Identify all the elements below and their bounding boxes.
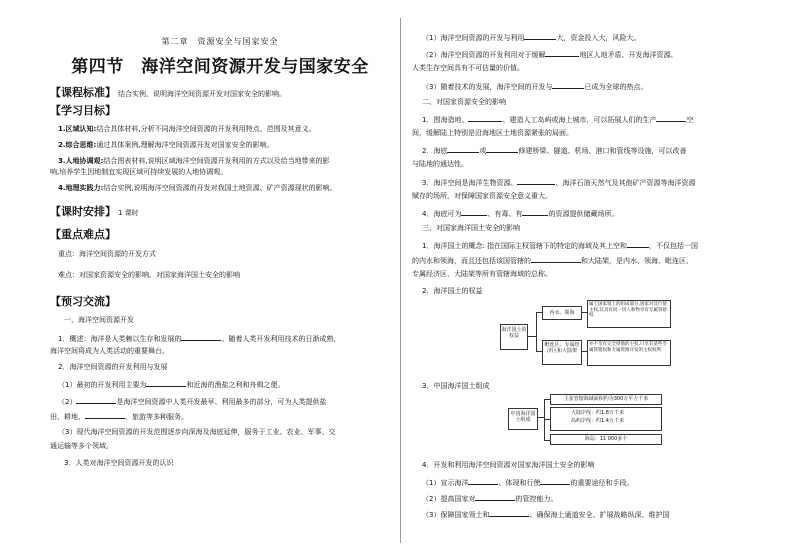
- right-line-3: 人类生存空间具有不可估量的价值。: [412, 64, 524, 72]
- right-line-11: 赋存的场所，对保障国家资源安全意义重大。: [412, 192, 552, 200]
- chapter-heading: 第二章 资源安全与国家安全: [161, 37, 279, 46]
- right-line-12: 4．海底可为 、有毒、有 的资源提供储藏场所。: [422, 210, 619, 218]
- preview-line-10: 3．人类对海洋空间资源开发的认识: [64, 459, 174, 467]
- preview-heading: 【预习交流】: [50, 295, 116, 308]
- right-line-17: 2．海洋国土的权益: [422, 287, 483, 295]
- right-line-19: 4．开发和利用海洋空间资源对国家海洋国土安全的影响: [422, 461, 595, 469]
- right-line-10: 3．海洋空间是海洋生物资源、 、海洋石油天然气及其他矿产资源等海洋资源: [422, 179, 696, 187]
- right-line-14: 1．海洋国土的概念: 指在国际主权管辖下的特定的海域及其上空和 ，不仅包括一国: [422, 242, 699, 250]
- china-diagram: [508, 394, 708, 446]
- rights-diagram: [500, 300, 700, 370]
- preview-line-5: （1）最初的开发利用主要为 和近海的渔盐之利和舟楫之便。: [58, 381, 285, 389]
- key-heading: 【重点难点】: [50, 228, 116, 241]
- preview-line-7: 田、耕地、 、旅游等多种服务。: [50, 413, 188, 421]
- china-item-1: 主张管辖海域面积约为300万平方千米: [550, 394, 662, 405]
- rights-root: 海洋国土的权益: [500, 324, 528, 350]
- difficult-point: 难点：对国家资源安全的影响、对国家海洋国土安全的影响: [58, 271, 240, 279]
- right-line-18: 3．中国海洋国土组成: [422, 382, 490, 390]
- goal-4: 4.地理实践力:结合实例,说明海洋空间资源的开发对我国土地资源、矿产资源现状的影响。: [58, 184, 337, 192]
- section-title: 第四节 海洋空间资源开发与国家安全: [71, 57, 369, 77]
- right-line-16: 专属经济区、大陆架等所有管辖海域的总称。: [412, 270, 552, 278]
- right-line-5: 二、对国家资源安全的影响: [422, 98, 506, 106]
- standard-text: 结合实例，说明海洋空间资源开发对国家安全的影响。: [118, 90, 286, 98]
- right-line-6: 1．围海造地、 、建造人工岛屿或海上城市，可以拓展人们的生产 空: [422, 116, 694, 124]
- preview-line-9: 通运输等多个领域。: [50, 442, 113, 450]
- goal-2: 2.综合思维:通过具体案例,理解海洋空间资源开发对国家安全的影响。: [58, 141, 274, 149]
- goal-1: 1.区域认知:结合具体材料,分析不同海洋空间资源的开发利用特点、范围及其意义。: [58, 125, 316, 133]
- schedule-heading: 【课时安排】 1 课时: [50, 205, 139, 218]
- china-root: 中国海洋国土组成: [508, 408, 538, 430]
- rights-node-1-desc: 属于国家领土的组成部分,国家对其行使主权,其具有同一切人和物享有专属管辖权: [587, 300, 671, 328]
- preview-line-1: 一、海洋空间资源开发: [64, 316, 134, 324]
- right-line-13: 三、对国家海洋国土安全的影响: [422, 224, 520, 232]
- rights-node-2-desc: 并不享有完全排他的主权,只享有某些专属管辖权和专属资源开发的主权权利: [587, 340, 671, 366]
- rights-node-1: 内水、领海: [542, 306, 582, 320]
- right-line-9: 与陆地的通达性。: [412, 160, 468, 168]
- right-line-1: （1）海洋空间资源的开发与利用 大，资金投入大，风险大。: [422, 34, 641, 42]
- preview-line-2: 1．概述：海洋是人类赖以生存和发展的 。随着人类开发利用技术的日渐成熟，: [58, 335, 341, 343]
- rights-node-2: 毗连区、专属经济区和大陆架: [542, 340, 582, 365]
- goals-heading: 【学习目标】: [50, 104, 116, 117]
- right-line-2: （2）海洋空间资源的开发利用对于缓解 地区人地矛盾、开发海洋资源、: [422, 51, 678, 59]
- right-line-21: （2）提高国家对 的管控能力。: [422, 495, 558, 503]
- preview-line-4: 2．海洋空间资源的开发利用与发展: [58, 363, 168, 371]
- right-line-22: （3）保障国家领土和 、确保海上通道安全、扩展战略纵深、维护国: [422, 511, 670, 519]
- china-item-4: 海岛：11 000多个: [550, 434, 662, 445]
- standard-heading: 【课程标准】 结合实例，说明海洋空间资源开发对国家安全的影响。: [50, 86, 286, 99]
- schedule-text: 1 课时: [118, 209, 139, 217]
- preview-line-8: （3）现代海洋空间资源的开发范围逐步向深海及海底延伸，服务于工业、农业、军事、交: [58, 428, 336, 436]
- goal-3-cont: 响,培养学生因地制宜实现区域可持续发展的人地协调观。: [50, 168, 228, 176]
- right-line-15: 的内水和领海，而且还包括该国管辖的 和大陆架，是内水、领海、毗连区、: [412, 257, 693, 265]
- right-line-8: 2．海底 或 修建桥梁、隧道、机场、港口和管线等设施，可以改善: [422, 147, 687, 155]
- preview-line-3: 海洋空间将成为人类活动的重要舞台。: [50, 347, 169, 355]
- right-line-7: 间，缓解陆上特别是沿海地区土地资源紧张的局面。: [412, 129, 573, 137]
- china-item-2: 大陆岸线：约1.8万千米: [571, 410, 624, 416]
- china-item-3: 岛屿岸线：约1.4万千米: [571, 418, 624, 424]
- column-divider: [400, 18, 401, 543]
- key-point: 重点：海洋空间资源的开发方式: [58, 250, 156, 258]
- right-line-20: （1）宣示海洋 、体现和行使 的重要途径和手段。: [422, 479, 634, 487]
- goal-3: 3.人地协调观:结合图表材料,说明区域海洋空间资源开发利用的方式以及给当地带来的影: [58, 157, 330, 165]
- right-line-4: （3）随着技术的发展，海洋空间的开发与 已成为全球的热点。: [422, 83, 648, 91]
- china-coast-box: [550, 407, 662, 431]
- preview-line-6: （2） 是海洋空间资源中人类开发最早、利用最多的部分，可为人类提供盐: [58, 398, 327, 406]
